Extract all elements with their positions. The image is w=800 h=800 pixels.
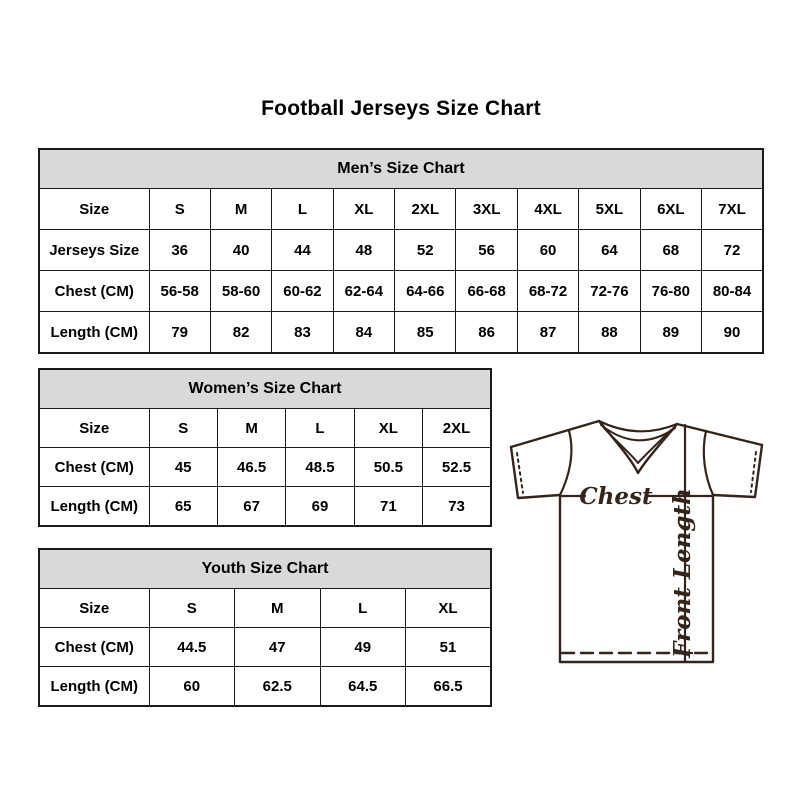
table-title: Women’s Size Chart	[39, 369, 491, 409]
table-cell: 89	[640, 312, 701, 354]
womens-size-table	[38, 368, 492, 527]
table-cell: 52.5	[423, 448, 491, 487]
table-cell: 66-68	[456, 271, 517, 312]
table-cell: 64.5	[320, 667, 406, 707]
table-cell: 67	[217, 487, 285, 527]
table-row	[39, 312, 763, 354]
table-cell: 90	[702, 312, 763, 354]
table-title-row	[39, 369, 491, 409]
row-header-cell: Length (CM)	[39, 667, 149, 707]
column-header-cell: 7XL	[702, 189, 763, 230]
table-cell: 85	[395, 312, 456, 354]
column-header-cell: L	[272, 189, 333, 230]
table-cell: 60	[517, 230, 578, 271]
column-header-cell: M	[217, 409, 285, 448]
table-cell: 72-76	[579, 271, 640, 312]
table-row	[39, 189, 763, 230]
table-cell: 76-80	[640, 271, 701, 312]
table-cell: 65	[149, 487, 217, 527]
table-cell: 50.5	[354, 448, 422, 487]
table-cell: 79	[149, 312, 210, 354]
table-row	[39, 589, 491, 628]
table-cell: 58-60	[210, 271, 271, 312]
table-cell: 62.5	[235, 667, 321, 707]
table-cell: 64	[579, 230, 640, 271]
front-length-label: Front Length	[669, 488, 696, 658]
column-header-cell: M	[235, 589, 321, 628]
table-cell: 36	[149, 230, 210, 271]
row-header-cell: Size	[39, 409, 149, 448]
table-row	[39, 230, 763, 271]
table-cell: 71	[354, 487, 422, 527]
table-cell: 62-64	[333, 271, 394, 312]
column-header-cell: L	[286, 409, 354, 448]
table-cell: 69	[286, 487, 354, 527]
table-cell: 56-58	[149, 271, 210, 312]
column-header-cell: L	[320, 589, 406, 628]
table-cell: 87	[517, 312, 578, 354]
jersey-outline-icon	[511, 421, 762, 662]
row-header-cell: Length (CM)	[39, 312, 149, 354]
table-cell: 86	[456, 312, 517, 354]
table-cell: 45	[149, 448, 217, 487]
column-header-cell: 2XL	[395, 189, 456, 230]
table-title-row	[39, 549, 491, 589]
column-header-cell: 4XL	[517, 189, 578, 230]
table-cell: 68	[640, 230, 701, 271]
row-header-cell: Jerseys Size	[39, 230, 149, 271]
table-cell: 44.5	[149, 628, 235, 667]
table-row	[39, 271, 763, 312]
table-cell: 84	[333, 312, 394, 354]
table-row	[39, 667, 491, 707]
table-row	[39, 487, 491, 527]
table-cell: 49	[320, 628, 406, 667]
column-header-cell: S	[149, 589, 235, 628]
row-header-cell: Size	[39, 189, 149, 230]
table-cell: 66.5	[406, 667, 492, 707]
table-cell: 40	[210, 230, 271, 271]
table-title-row	[39, 149, 763, 189]
table-cell: 73	[423, 487, 491, 527]
column-header-cell: 3XL	[456, 189, 517, 230]
table-cell: 88	[579, 312, 640, 354]
column-header-cell: XL	[333, 189, 394, 230]
row-header-cell: Size	[39, 589, 149, 628]
column-header-cell: 6XL	[640, 189, 701, 230]
row-header-cell: Chest (CM)	[39, 271, 149, 312]
table-cell: 60-62	[272, 271, 333, 312]
column-header-cell: XL	[406, 589, 492, 628]
table-row	[39, 409, 491, 448]
table-cell: 83	[272, 312, 333, 354]
table-cell: 46.5	[217, 448, 285, 487]
table-cell: 60	[149, 667, 235, 707]
table-cell: 44	[272, 230, 333, 271]
column-header-cell: M	[210, 189, 271, 230]
table-cell: 72	[702, 230, 763, 271]
table-row	[39, 628, 491, 667]
column-header-cell: S	[149, 189, 210, 230]
table-cell: 64-66	[395, 271, 456, 312]
column-header-cell: XL	[354, 409, 422, 448]
column-header-cell: S	[149, 409, 217, 448]
table-cell: 48.5	[286, 448, 354, 487]
table-cell: 51	[406, 628, 492, 667]
table-cell: 80-84	[702, 271, 763, 312]
page-title: Football Jerseys Size Chart	[261, 97, 541, 120]
table-row	[39, 448, 491, 487]
column-header-cell: 2XL	[423, 409, 491, 448]
table-cell: 52	[395, 230, 456, 271]
table-cell: 68-72	[517, 271, 578, 312]
table-title: Men’s Size Chart	[39, 149, 763, 189]
chest-label: Chest	[579, 483, 653, 510]
table-cell: 82	[210, 312, 271, 354]
table-title: Youth Size Chart	[39, 549, 491, 589]
row-header-cell: Chest (CM)	[39, 628, 149, 667]
youth-size-table	[38, 548, 492, 707]
table-cell: 56	[456, 230, 517, 271]
table-cell: 48	[333, 230, 394, 271]
jersey-measurement-diagram	[495, 395, 785, 685]
mens-size-table	[38, 148, 764, 354]
column-header-cell: 5XL	[579, 189, 640, 230]
table-cell: 47	[235, 628, 321, 667]
row-header-cell: Length (CM)	[39, 487, 149, 527]
row-header-cell: Chest (CM)	[39, 448, 149, 487]
